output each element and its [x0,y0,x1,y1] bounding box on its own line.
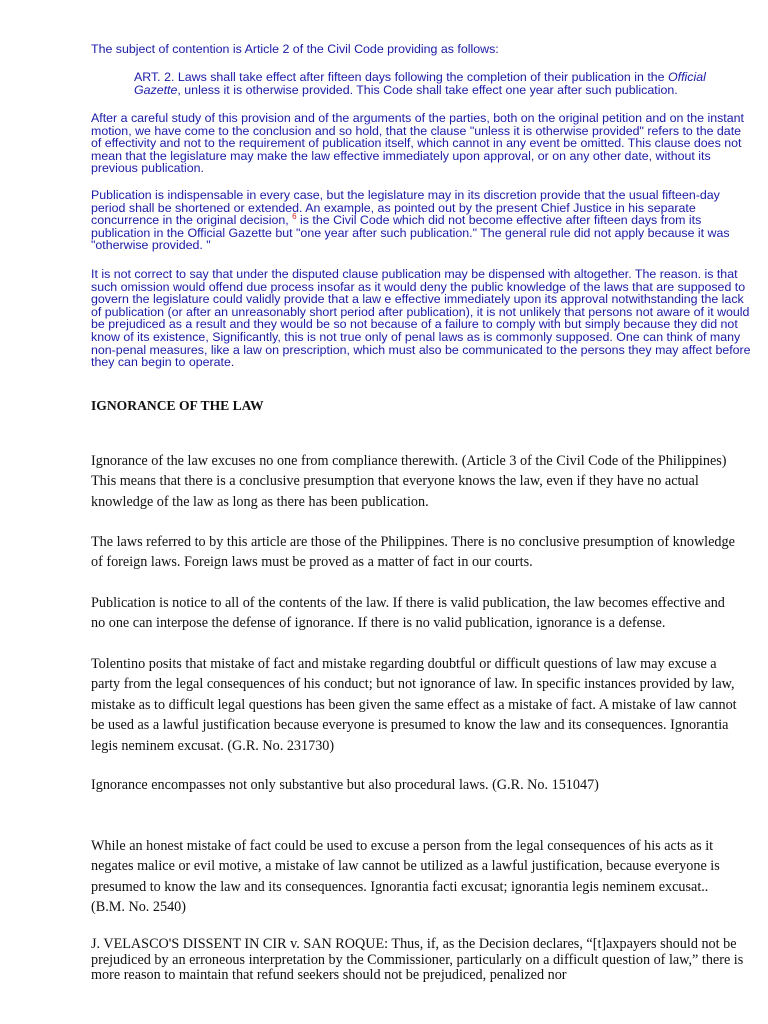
ignorance-paragraph: Ignorance of the law excuses no one from compliance therewith. (Article 3 of the Civil Code of the Philippines) This means that there is a conclusive presumption that everyone knows the law, even if they have no actual knowledge of the law as long as there has been publication. [91,453,727,510]
article-2-quote [134,71,734,96]
encompasses-paragraph: Ignorance encompasses not only substantive but also procedural laws. (G.R. No. 151047) [91,777,599,793]
intro-paragraph: The subject of contention is Article 2 of the Civil Code providing as follows: [91,42,499,56]
laws-referred-paragraph: The laws referred to by this article are those of the Philippines. There is no conclusive presumption of knowledge of foreign laws. Foreign laws must be proved as a matter of fact in our courts. [91,534,735,571]
tolentino-paragraph: Tolentino posits that mistake of fact and mistake regarding doubtful or difficult questions of law may excuse a party from the legal consequences of his conduct; but not ignorance of law. In specific instances provided by law, mistake as to difficult legal questions has been given the same effect as a mistake of fact. A mistake of law cannot be used as a lawful justification because everyone is presumed to know the law and its consequences. Ignorantia legis neminem excusat. (G.R. No. 231730) [91,656,737,754]
velasco-dissent-paragraph: J. VELASCO'S DISSENT IN CIR v. SAN ROQUE: Thus, if, as the Decision declares, “[t]axpayers should not be prejudiced by an erroneous interpretation by the Commissioner, particularly on a difficult question of law,” there is more reason to maintain that refund seekers should not be prejudiced, penalized nor [91,936,744,984]
article-text-after: , unless it is otherwise provided. This Code shall take effect one year after such publication. [177,82,678,97]
indispensable-after: is the Civil Code which did not become effective after fifteen days from its publication in the Official Gazette but "one year after such publication." The general rule did not apply because it was "otherwise provided. " [91,213,730,253]
indispensable-paragraph [91,189,751,252]
article-italic: Official Gazette [134,70,706,97]
publication-notice-paragraph: Publication is notice to all of the contents of the law. If there is valid publication, the law becomes effective and no one can interpose the defense of ignorance. If there is no valid publication, ignorance is a defense. [91,595,725,632]
article-text-before: ART. 2. Laws shall take effect after fifteen days following the completion of their publication in the [134,70,669,84]
not-correct-paragraph: It is not correct to say that under the disputed clause publication may be dispensed with altogether. The reason. is that such omission would offend due process insofar as it would deny the public knowledge of the laws that are supposed to govern the legislature could validly provide that a law e effective immediately upon its approval notwithstanding the lack of publication (or after an unreasonably short period after publication), it is not unlikely that persons not aware of it would be prejudiced as a result and they would be so not because of a failure to comply with but simply because they did not know of its existence, Significantly, this is not true only of penal laws as is commonly supposed. One can think of many non-penal measures, like a law on prescription, which must also be communicated to the persons they may affect before they can begin to operate. [91,267,751,370]
indispensable-before: Publication is indispensable in every case, but the legislature may in its discretion provide that the usual fifteen-day period shall be shortened or extended. An example, as pointed out by the present Chief Justice in his separate concurrence in the original decision, [91,188,720,228]
careful-study-paragraph: After a careful study of this provision and of the arguments of the parties, both on the original petition and on the instant motion, we have come to the conclusion and so hold, that the clause "unless it is otherwise provided" refers to the date of effectivity and not to the requirement of publication itself, which cannot in any event be omitted. This clause does not mean that the legislature may make the law effective immediately upon approval, or on any other date, without its previous publication. [91,111,744,176]
footnote-marker[interactable]: 6 [292,212,297,222]
honest-mistake-paragraph: While an honest mistake of fact could be used to excuse a person from the legal consequences of his acts as it negates malice or evil motive, a mistake of law cannot be utilized as a lawful justification, because everyone is presumed to know the law and its consequences. Ignorantia facti excusat; ignorantia legis neminem excusat.. (B.M. No. 2540) [91,838,720,916]
section-heading: IGNORANCE OF THE LAW [91,398,264,413]
